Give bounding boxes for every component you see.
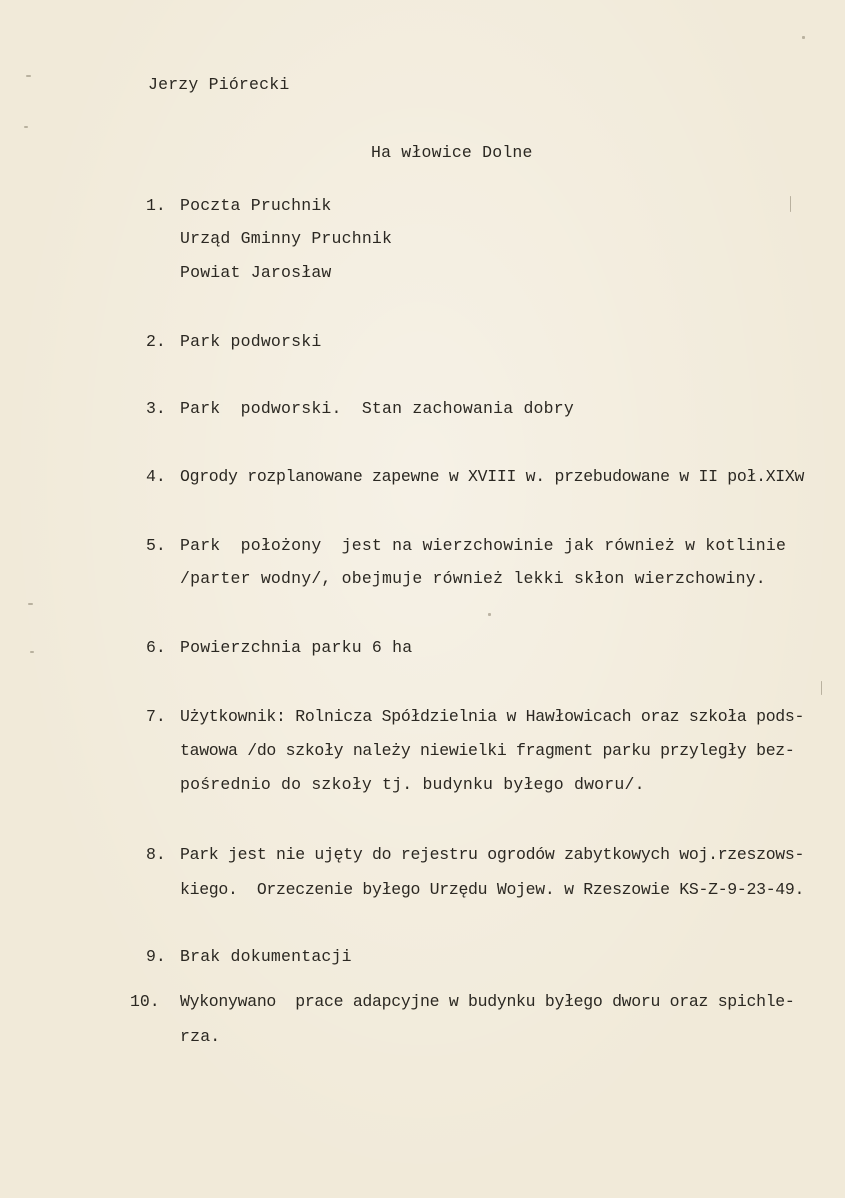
paper-speck	[802, 36, 805, 39]
item-number: 3.	[146, 399, 166, 418]
item-text: pośrednio do szkoły tj. budynku byłego dworu/.	[180, 775, 645, 794]
item-text: Brak dokumentacji	[180, 947, 352, 966]
item-text: rza.	[180, 1027, 221, 1046]
item-number: 9.	[146, 947, 166, 966]
item-number: 8.	[146, 845, 166, 864]
item-text: Ogrody rozplanowane zapewne w XVIII w. przebudowane w II poł.XIXw	[180, 467, 805, 486]
item-text: Powiat Jarosław	[180, 263, 332, 282]
paper-speck	[790, 196, 791, 212]
item-text: Powierzchnia parku 6 ha	[180, 638, 413, 657]
author-name: Jerzy Piórecki	[148, 75, 290, 94]
item-text: Wykonywano prace adapcyjne w budynku byłego dworu oraz spichle-	[180, 992, 795, 1011]
item-number: 6.	[146, 638, 166, 657]
item-number: 1.	[146, 196, 166, 215]
item-text: /parter wodny/, obejmuje również lekki skłon wierzchowiny.	[180, 569, 766, 588]
document-title: Ha włowice Dolne	[371, 143, 533, 162]
paper-speck	[24, 126, 28, 128]
item-number: 2.	[146, 332, 166, 351]
item-text: Park podworski	[180, 332, 322, 351]
item-number: 10.	[130, 992, 160, 1011]
item-text: Użytkownik: Rolnicza Spółdzielnia w Hawłowicach oraz szkoła pods-	[180, 707, 805, 726]
paper-speck	[28, 603, 33, 605]
item-text: Park podworski. Stan zachowania dobry	[180, 399, 574, 418]
item-text: Poczta Pruchnik	[180, 196, 332, 215]
item-number: 4.	[146, 467, 166, 486]
item-number: 7.	[146, 707, 166, 726]
paper-speck	[488, 613, 491, 616]
item-text: kiego. Orzeczenie byłego Urzędu Wojew. w Rzeszowie KS-Z-9-23-49.	[180, 880, 805, 899]
paper-speck	[26, 75, 31, 77]
item-number: 5.	[146, 536, 166, 555]
item-text: Urząd Gminny Pruchnik	[180, 229, 393, 248]
paper-speck	[30, 651, 34, 653]
item-text: tawowa /do szkoły należy niewielki fragment parku przyległy bez-	[180, 741, 795, 760]
item-text: Park jest nie ujęty do rejestru ogrodów zabytkowych woj.rzeszows-	[180, 845, 805, 864]
paper-speck	[821, 681, 822, 695]
item-text: Park położony jest na wierzchowinie jak również w kotlinie	[180, 536, 787, 555]
